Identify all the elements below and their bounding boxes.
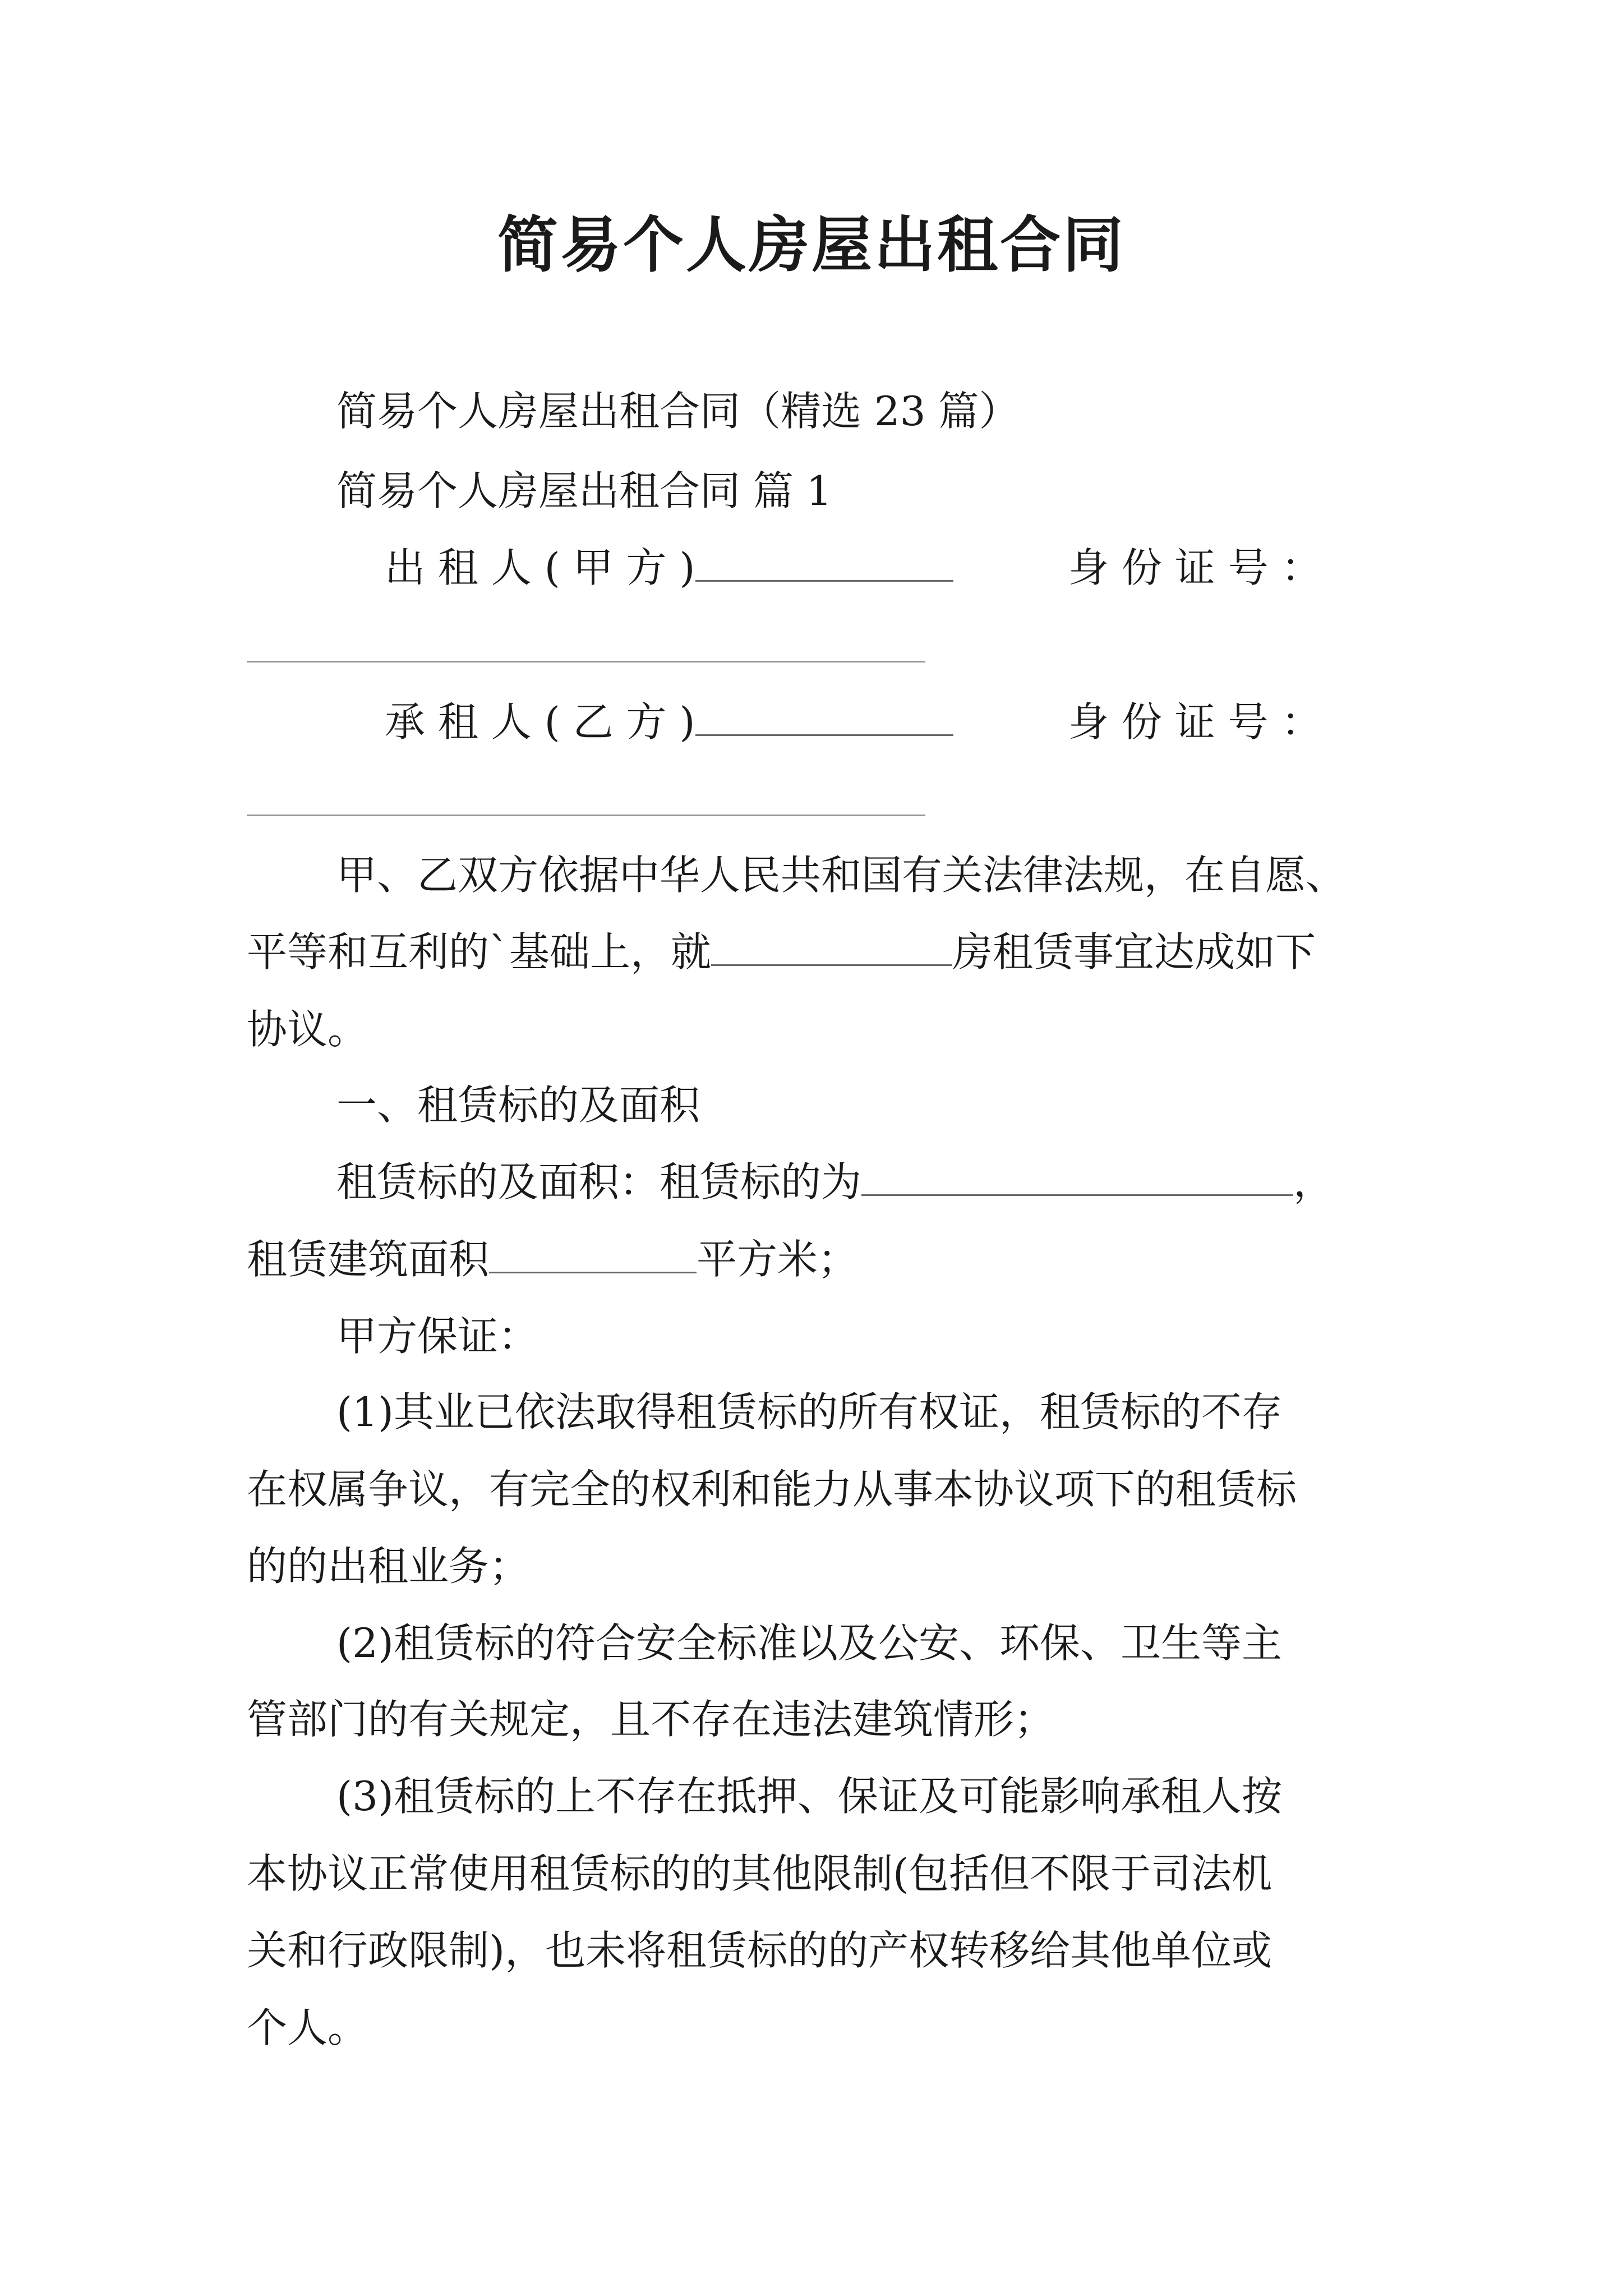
area-label: 租赁建筑面积 (247, 1236, 490, 1283)
intro-line-2 (247, 927, 1316, 977)
clause-1-line-1-end: ， (1293, 1158, 1334, 1205)
item-3-line-2: 本协议正常使用租赁标的的其他限制(包括但不限于司法机 (247, 1850, 1272, 1897)
clause-1-line-1-text: 租赁标的及面积：租赁标的为 (336, 1158, 862, 1205)
item-1-line-1: (1)其业已依法取得租赁标的所有权证，租赁标的不存 (336, 1388, 1282, 1435)
lessor-row (385, 542, 953, 593)
guarantee-heading: 甲方保证： (336, 1313, 539, 1360)
intro-line-2-end: 房租赁事宜达成如下 (952, 928, 1316, 976)
clause-1-line-2 (247, 1234, 858, 1285)
lessee-row (385, 697, 953, 747)
clause-1-heading: 一、租赁标的及面积 (336, 1082, 700, 1129)
intro-line-3: 协议。 (247, 1006, 368, 1053)
item-1-line-3: 的的出租业务； (247, 1543, 530, 1590)
intro-line-2-start: 平等和互利的`基础上，就 (247, 928, 712, 976)
property-blank (711, 931, 952, 966)
clause-1-line-1 (336, 1157, 1334, 1207)
lessor-name-blank (695, 546, 953, 582)
lessor-id-blank (247, 661, 925, 662)
item-2-line-2: 管部门的有关规定，且不存在违法建筑情形； (247, 1696, 1055, 1743)
subtitle: 简易个人房屋出租合同（精选 23 篇） (336, 388, 1020, 435)
lessee-id-blank (247, 815, 925, 816)
item-3-line-1: (3)租赁标的上不存在抵押、保证及可能影响承租人按 (336, 1773, 1282, 1820)
lessee-id-label: 身 份 证 号 ： (1068, 698, 1322, 746)
section-heading: 简易个人房屋出租合同 篇 1 (336, 467, 832, 514)
lessee-name-blank (695, 701, 953, 736)
lease-object-blank (861, 1161, 1293, 1196)
area-unit: 平方米； (697, 1236, 859, 1283)
item-3-line-3: 关和行政限制)，也未将租赁标的的产权转移给其他单位或 (247, 1927, 1272, 1974)
lessee-label: 承 租 人 ( 乙 方 ) (385, 698, 695, 746)
document-title: 简易个人房屋出租合同 (497, 210, 1126, 280)
intro-line-1: 甲、乙双方依据中华人民共和国有关法律法规，在自愿、 (336, 852, 1347, 899)
lessor-id-label: 身 份 证 号 ： (1068, 544, 1322, 591)
item-2-line-1: (2)租赁标的符合安全标准以及公安、环保、卫生等主 (336, 1619, 1282, 1667)
item-1-line-2: 在权属争议，有完全的权利和能力从事本协议项下的租赁标 (247, 1466, 1297, 1513)
item-3-line-4: 个人。 (247, 2004, 368, 2051)
area-blank (489, 1238, 697, 1273)
lessor-label: 出 租 人 ( 甲 方 ) (385, 544, 695, 591)
